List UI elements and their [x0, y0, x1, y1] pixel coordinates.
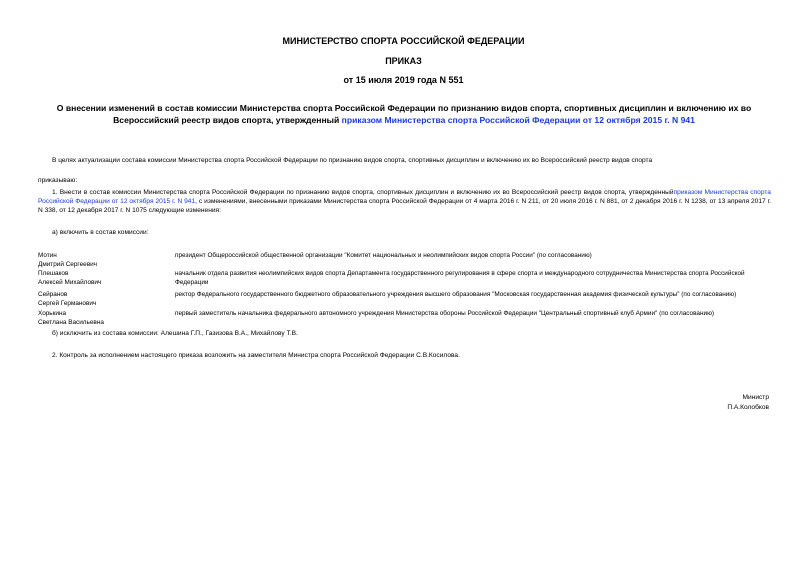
member-surname: Хорькина — [38, 310, 67, 317]
order-title-text: О внесении изменений в состав комиссии Министерства спорта Российской Федерации по признанию видов спорта, спортивных дисциплин и включению их во Всероссийский реестр видов спорта, утвержденный — [56, 103, 752, 125]
sub-item-a: а) включить в состав комиссии: — [52, 229, 149, 236]
member-surname: Плешаков — [38, 270, 69, 277]
item-2-paragraph: 2. Контроль за исполнением настоящего приказа возложить на заместителя Министра спорта Российской Федерации С.В.Косилова. — [52, 352, 460, 359]
order-word: приказываю: — [38, 177, 78, 184]
ministry-heading: МИНИСТЕРСТВО СПОРТА РОССИЙСКОЙ ФЕДЕРАЦИИ — [282, 36, 525, 46]
member-name — [38, 291, 168, 308]
order-date-number: от 15 июля 2019 года N 551 — [343, 75, 464, 85]
item-1-text: 1. Внести в состав комиссии Министерства спорта Российской Федерации по признанию видов спорта, спортивных дисциплин и включению их во Всероссийский реестр видов спорта, утвержденный — [52, 189, 674, 196]
signature-name: П.А.Колобков — [727, 404, 769, 411]
member-name — [38, 310, 168, 327]
member-name — [38, 270, 168, 287]
member-given-name: Сергей Германович — [38, 299, 97, 307]
order-title — [34, 103, 774, 126]
item-1-text-continued: , с изменениями, внесенными приказами Министерства спорта Российской Федерации от 4 марта 2016 г. N 211, от 20 июля 2016 г. N 881, от 2 декабря 2016 г. N 1238, от 13 апреля 2017 г. N 338, от 12 декабря 2017 г. N 1075 следующие изменения: — [38, 198, 772, 214]
member-given-name: Светлана Васильевна — [38, 318, 104, 326]
member-surname: Сейранов — [38, 291, 68, 298]
item-1-link[interactable]: приказом Министерства спорта Российской Федерации от 12 октября 2015 г. N 941 — [38, 189, 771, 205]
sub-item-b: б) исключить из состава комиссии: Алешина Г.П., Газизова В.А., Михайлову Т.В. — [52, 330, 298, 337]
item-1-paragraph — [38, 188, 771, 215]
member-position: первый заместитель начальника федерального автономного учреждения Министерства обороны Российской Федерации "Центральный спортивный клуб Армии" (по согласованию) — [175, 310, 715, 317]
member-given-name: Алексей Михайлович — [38, 278, 102, 286]
member-surname: Мотин — [38, 252, 57, 259]
member-name — [38, 252, 168, 269]
intro-paragraph: В целях актуализации состава комиссии Министерства спорта Российской Федерации по признанию видов спорта, спортивных дисциплин и включению их во Всероссийский реестр видов спорта — [52, 157, 653, 164]
order-title-link[interactable]: приказом Министерства спорта Российской Федерации от 12 октября 2015 г. N 941 — [341, 114, 695, 125]
signature-role: Министр — [742, 394, 769, 401]
member-position: президент Общероссийской общественной организации "Комитет национальных и неолимпийских видов спорта России" (по согласованию) — [175, 252, 592, 259]
member-position: начальник отдела развития неолимпийских видов спорта Департамента государственного регулирования в сфере спорта и международного сотрудничества Министерства спорта Российской Федерации — [175, 270, 745, 286]
member-given-name: Дмитрий Сергеевич — [38, 260, 98, 268]
member-position: ректор Федерального государственного бюджетного образовательного учреждения высшего образования "Московская государственная академия физической культуры" (по согласованию) — [175, 291, 737, 298]
document-type-heading: ПРИКАЗ — [385, 56, 422, 66]
